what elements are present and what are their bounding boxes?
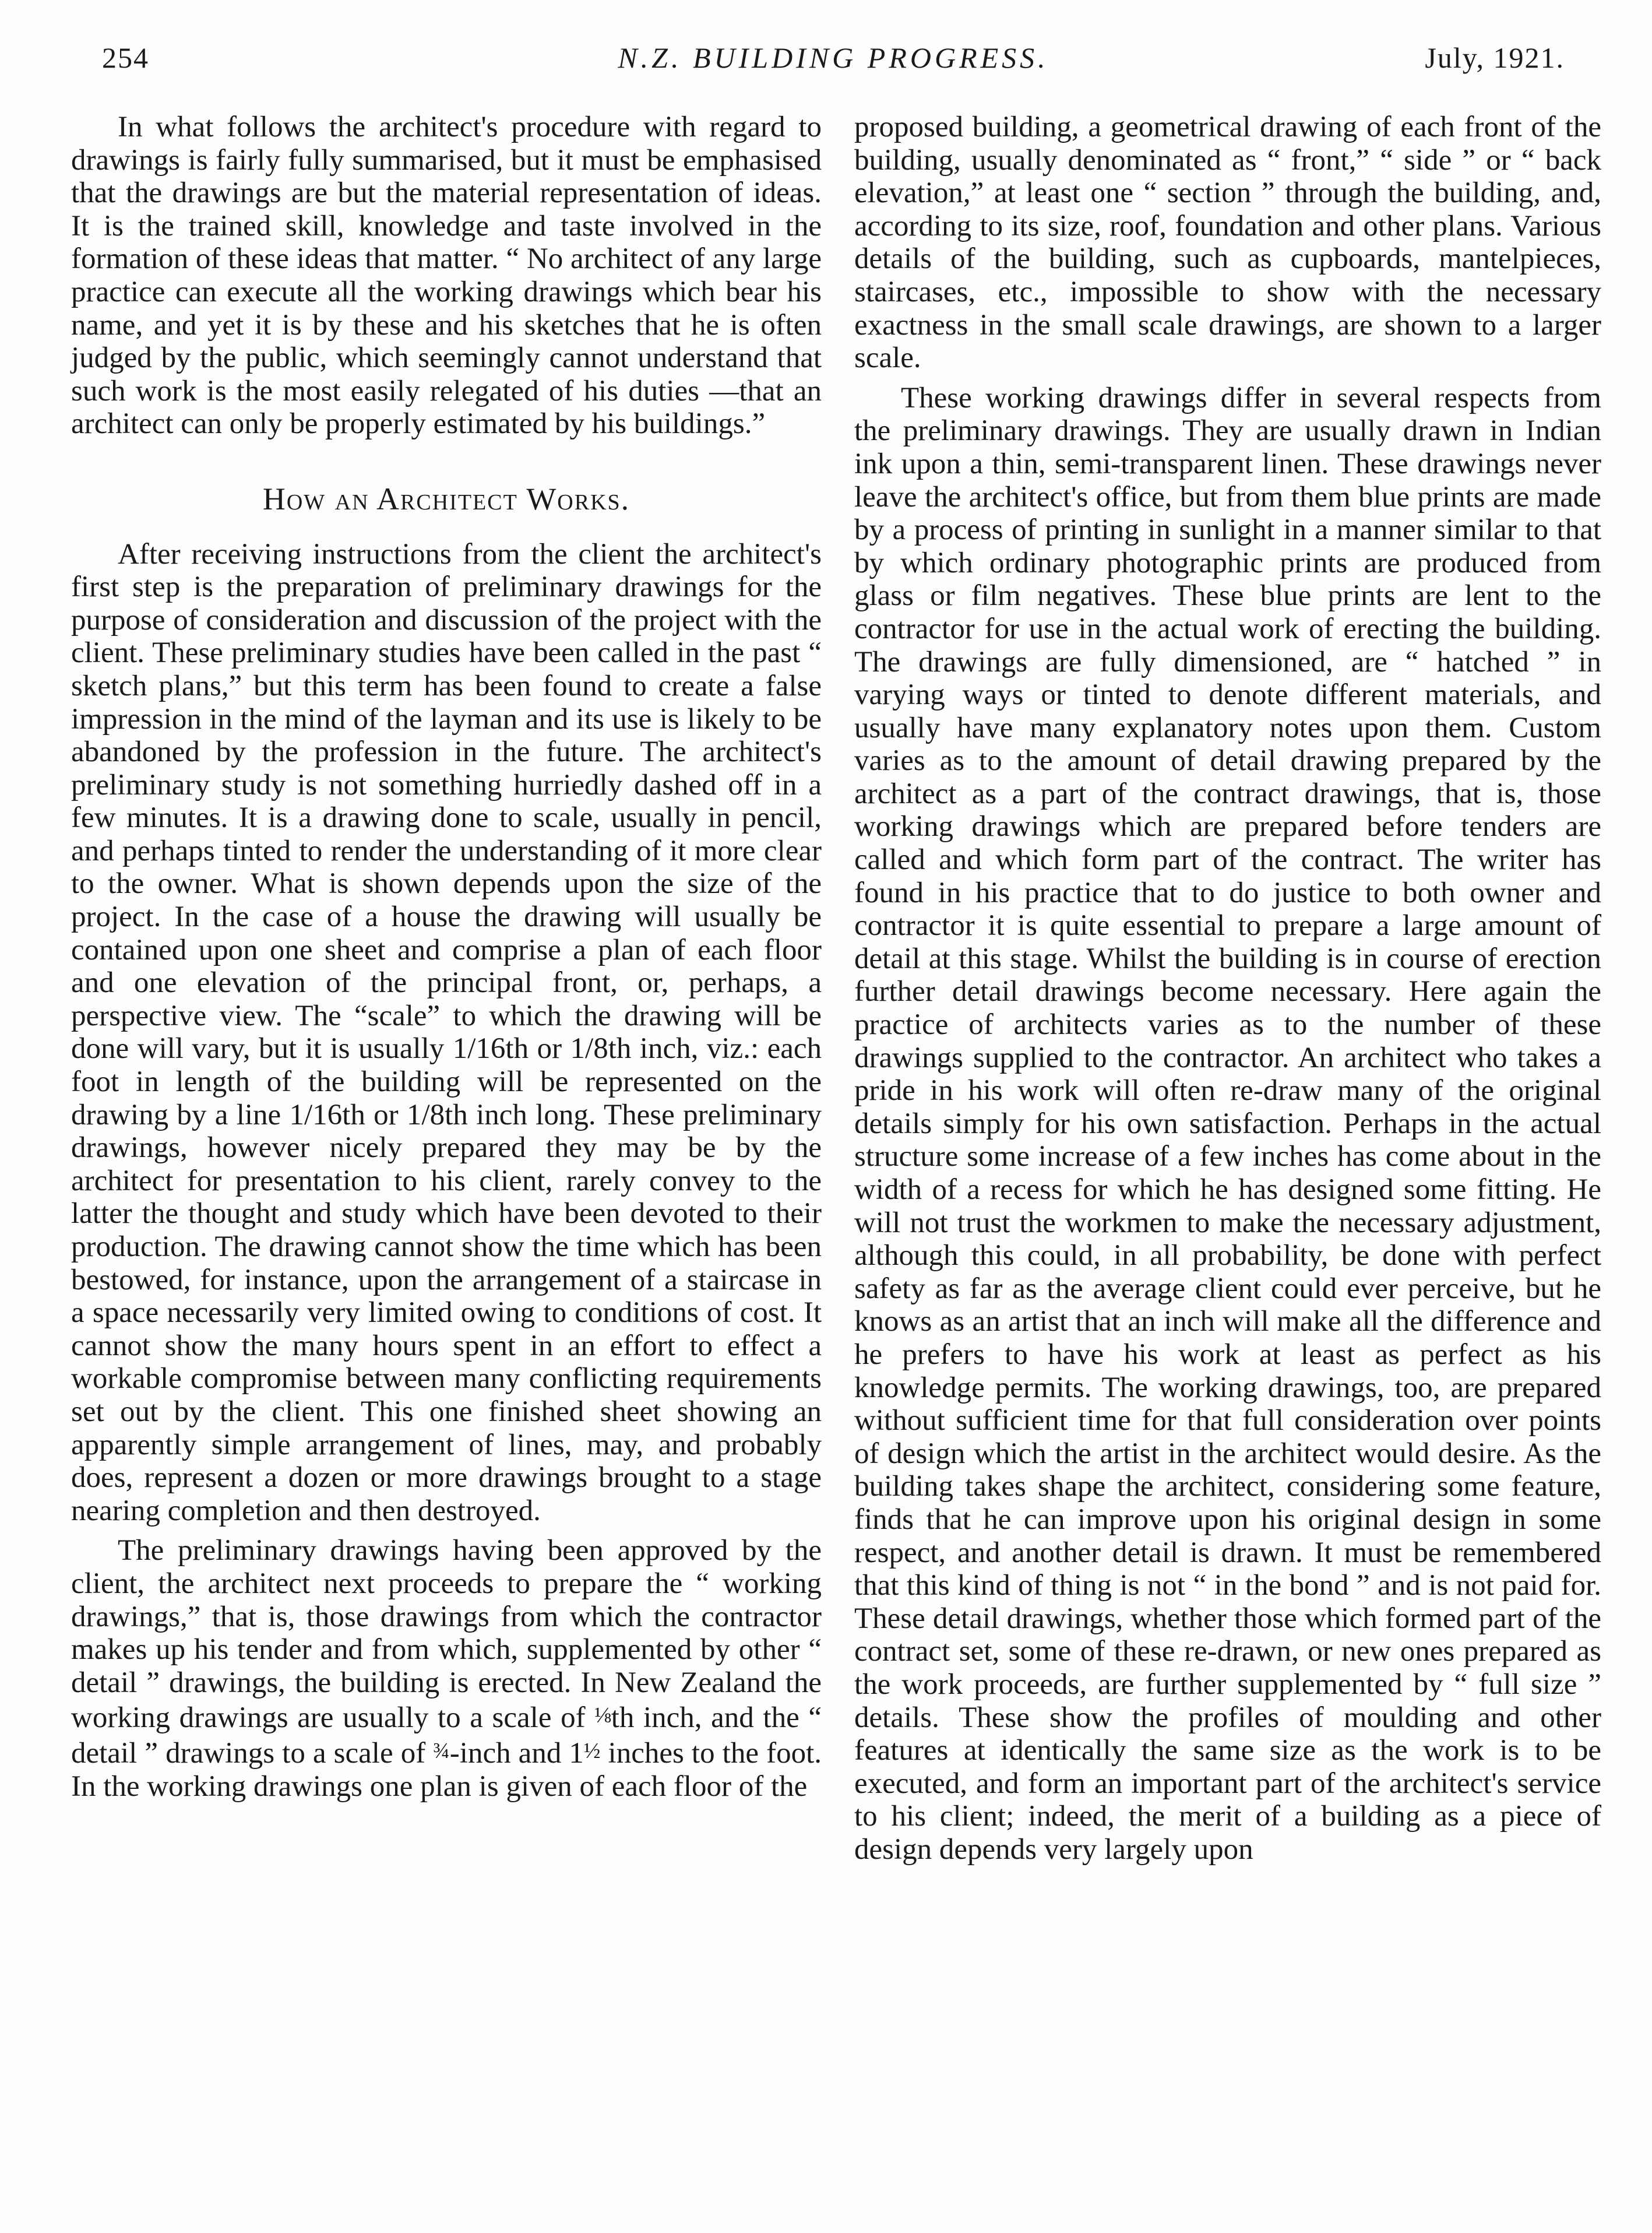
fraction-three-quarter: ¾: [433, 1738, 450, 1763]
right-column: [854, 111, 1601, 1866]
issue-date: July, 1921.: [1425, 41, 1565, 74]
working-drawings-paragraph: The preliminary drawings having been approved by the client, the architect next proceeds to prepare the “ working drawings,” that is, those drawings from which the contractor makes up his tender and from which, supplemented by other “ detail ” drawings, the building is erected. In New Zealand the working drawings are usually to a scale of ⅛th inch, and the “ detail ” drawings to a scale of ¾-inch and 1½ inches to the foot. In the working drawings one plan is given of each floor of the: [71, 1534, 822, 1803]
page-number: 254: [102, 41, 149, 74]
publication-title: N.Z. BUILDING PROGRESS.: [618, 41, 1049, 74]
page-header: [102, 41, 1565, 87]
fraction-half: ½: [583, 1738, 601, 1763]
intro-paragraph: In what follows the architect's procedure with regard to drawings is fairly fully summarised, but it must be emphasised that the drawings are but the material representation of ideas. It is the trained skill, knowledge and taste involved in the formation of these ideas that matter. “ No architect of any large practice can execute all the working drawings which bear his name, and yet it is by these and his sketches that he is often judged by the public, which seemingly cannot understand that such work is the most easily relegated of his duties —that an architect can only be properly estimated by his buildings.”: [71, 111, 822, 441]
left-column: [71, 111, 822, 1803]
fraction-eighth: ⅛: [594, 1703, 611, 1728]
preliminary-drawings-paragraph: After receiving instructions from the client the architect's first step is the preparation of preliminary drawings for the purpose of consideration and discussion of the project with the client. These preliminary studies have been called in the past “ sketch plans,” but this term has been found to create a false impression in the mind of the layman and its use is likely to be abandoned by the profession in the future. The architect's preliminary study is not something hurriedly dashed off in a few minutes. It is a drawing done to scale, usually in pencil, and perhaps tinted to render the understanding of it more clear to the owner. What is shown depends upon the size of the project. In the case of a house the drawing will usually be contained upon one sheet and comprise a plan of each floor and one elevation of the principal front, or, perhaps, a perspective view. The “scale” to which the drawing will be done will vary, but it is usually 1/16th or 1/8th inch, viz.: each foot in length of the building will be represented on the drawing by a line 1/16th or 1/8th inch long. These preliminary drawings, however nicely prepared they may be by the architect for presentation to his client, rarely convey to the latter the thought and study which have been devoted to their production. The drawing cannot show the time which has been bestowed, for instance, upon the arrangement of a staircase in a space necessarily very limited owing to conditions of cost. It cannot show the many hours spent in an effort to effect a workable compromise between many conflicting requirements set out by the client. This one finished sheet showing an apparently simple arrangement of lines, may, and probably does, represent a dozen or more drawings brought to a stage nearing completion and then destroyed.: [71, 537, 822, 1527]
working-drawings-differ-paragraph: These working drawings differ in several respects from the preliminary drawings. They are usually drawn in Indian ink upon a thin, semi-transparent linen. These drawings never leave the architect's office, but from them blue prints are made by a process of printing in sunlight in a manner similar to that by which ordinary photographic prints are produced from glass or film negatives. These blue prints are lent to the contractor for use in the actual work of erecting the building. The drawings are fully dimensioned, are “ hatched ” in varying ways or tinted to denote different materials, and usually have many explanatory notes upon them. Custom varies as to the amount of detail drawing prepared by the architect as a part of the contract drawings, that is, those working drawings which are prepared before tenders are called and which form part of the contract. The writer has found in his practice that to do justice to both owner and contractor it is quite essential to prepare a large amount of detail at this stage. Whilst the building is in course of erection further detail drawings become necessary. Here again the practice of architects varies as to the number of these drawings supplied to the contractor. An architect who takes a pride in his work will often re-draw many of the original details simply for his own satisfaction. Perhaps in the actual structure some increase of a few inches has come about in the width of a recess for which he has designed some fitting. He will not trust the workmen to make the necessary adjustment, although this could, in all probability, be done with perfect safety as far as the average client could ever perceive, but he knows as an artist that an inch will make all the difference and he prefers to have his work at least as perfect as his knowledge permits. The working drawings, too, are prepared without sufficient time for that full consideration over points of design which the artist in the architect would desire. As the building takes shape the architect, considering some feature, finds that he can improve upon his original design in some respect, and another detail is drawn. It must be remembered that this kind of thing is not “ in the bond ” and is not paid for. These detail drawings, whether those which formed part of the contract set, some of these re-drawn, or new ones prepared as the work proceeds, are further supplemented by “ full size ” details. These show the profiles of moulding and other features at identically the same size as the work is to be executed, and form an important part of the architect's service to his client; indeed, the merit of a building as a piece of design depends very largely upon: [854, 381, 1601, 1866]
section-heading: How an Architect Works.: [262, 481, 630, 516]
continued-paragraph: proposed building, a geometrical drawing of each front of the building, usually denominated as “ front,” “ side ” or “ back elevation,” at least one “ section ” through the building, and, according to its size, roof, foundation and other plans. Various details of the building, such as cupboards, mantelpieces, staircases, etc., impossible to show with the necessary exactness in the small scale drawings, are shown to a larger scale.: [854, 111, 1601, 375]
